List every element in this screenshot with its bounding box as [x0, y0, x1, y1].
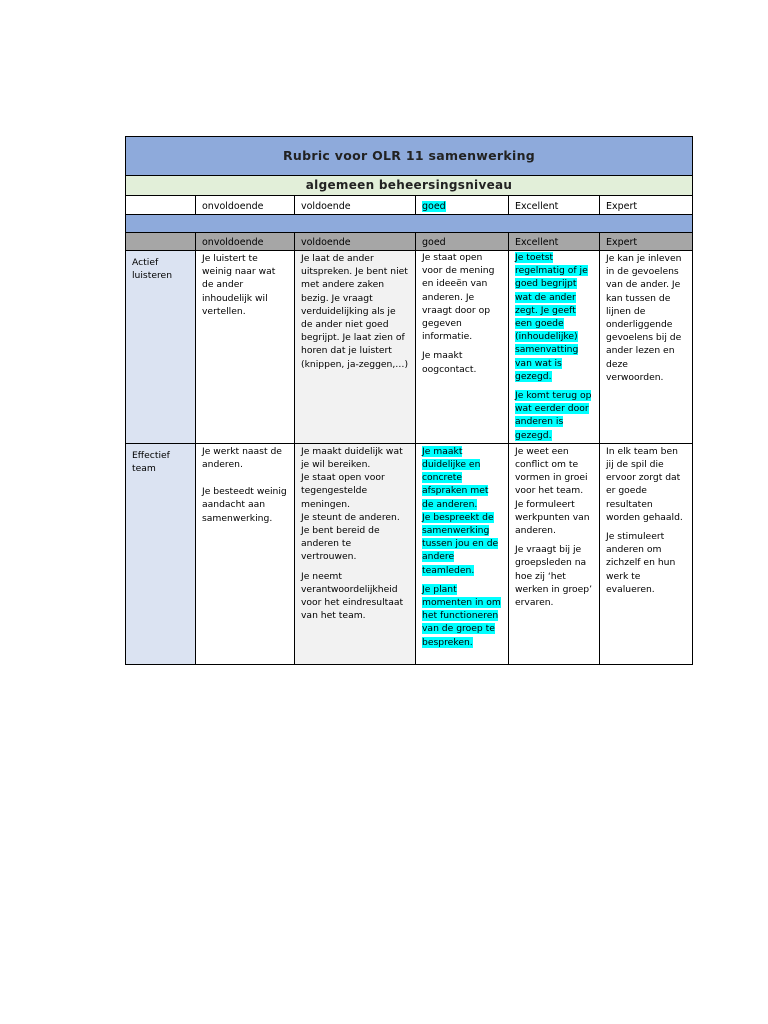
cell-onvoldoende [196, 251, 295, 444]
title-row [126, 137, 693, 176]
highlighted-descriptor-text: Je toetst regelmatig of je goed begrijpt wat de ander zegt. Je geeft een goede (inhoudelijke) samenvatting van wat is gezegd. [515, 252, 588, 382]
descriptor-text: Je neemt verantwoordelijkheid voor het eindresultaat van het team. [301, 570, 404, 622]
level-header-row [126, 196, 693, 215]
descriptor-text: Je laat de ander uitspreken. Je bent niet met andere zaken bezig. Je vraagt verduidelijking als je de ander niet goed begrijpt. Je laat zien of horen dat je luistert (knippen, ja-zeggen,…) [301, 253, 409, 370]
criterion-cell [126, 443, 196, 664]
level-header-2-voldoende: voldoende [295, 233, 416, 251]
descriptor-text: Je vraagt bij je groepsleden na hoe zij ‘het werken in groep’ ervaren. [515, 544, 593, 609]
level-header-onvoldoende: onvoldoende [196, 196, 295, 215]
descriptor-text: In elk team ben jij de spil die ervoor zorgt dat er goede resultaten worden gehaald. [606, 445, 683, 523]
level-header-goed-text: goed [422, 201, 446, 212]
criterion-label: Actief luisteren [132, 257, 173, 282]
cell-onvoldoende [196, 443, 295, 664]
level-header-excellent: Excellent [509, 196, 600, 215]
separator-cell [126, 215, 693, 233]
highlighted-descriptor-text: Je plant momenten in om het functioneren van de groep te bespreken. [422, 583, 501, 648]
subtitle-row [126, 176, 693, 196]
rubric-row-actief-luisteren [126, 251, 693, 444]
level-header-goed [416, 196, 509, 215]
empty-header-cell [126, 196, 196, 215]
level-header-2-onvoldoende: onvoldoende [196, 233, 295, 251]
level-header-2-expert: Expert [600, 233, 693, 251]
level-header-2-goed: goed [416, 233, 509, 251]
cell-voldoende [295, 443, 416, 664]
descriptor-text: Je stimuleert anderen om zichzelf en hun werk te evalueren. [606, 531, 676, 595]
descriptor-text: Je maakt oogcontact. [422, 350, 477, 375]
rubric-table [125, 136, 693, 665]
rubric-row-effectief-team [126, 443, 693, 664]
descriptor-text: Je kan je inleven in de gevoelens van de ander. Je kan tussen de lijnen de onderliggende gevoelens bij de ander lezen en deze verwoorden. [606, 253, 682, 383]
cell-voldoende [295, 251, 416, 444]
criterion-cell [126, 251, 196, 444]
descriptor-text: Je maakt duidelijk wat je wil bereiken. Je staat open voor tegengestelde meningen. Je steunt de anderen. Je bent bereid de anderen te vertrouwen. [301, 445, 403, 563]
level-header-expert: Expert [600, 196, 693, 215]
cell-goed [416, 443, 509, 664]
descriptor-text: Je staat open voor de mening en ideeën van anderen. Je vraagt door op gegeven informatie. [422, 252, 495, 343]
separator-row [126, 215, 693, 233]
rubric-subtitle: algemeen beheersingsniveau [126, 176, 693, 196]
level-header-2-excellent: Excellent [509, 233, 600, 251]
cell-excellent [509, 251, 600, 444]
highlighted-descriptor-text: Je maakt duidelijke en concrete afspraken met de anderen. Je bespreekt de samenwerking tussen jou en de andere teamleden. [422, 445, 499, 576]
criterion-label: Effectief team [132, 449, 170, 475]
level-header-row-2 [126, 233, 693, 251]
cell-expert [600, 251, 693, 444]
descriptor-text: Je luistert te weinig naar wat de ander inhoudelijk wil vertellen. [202, 253, 276, 317]
cell-goed [416, 251, 509, 444]
empty-header-cell-2 [126, 233, 196, 251]
descriptor-text: Je werkt naast de anderen. [202, 445, 282, 471]
cell-excellent [509, 443, 600, 664]
cell-expert [600, 443, 693, 664]
descriptor-text: Je weet een conflict om te vormen in groei voor het team. Je formuleert werkpunten van anderen. [515, 445, 590, 537]
rubric-title: Rubric voor OLR 11 samenwerking [126, 137, 693, 176]
level-header-voldoende: voldoende [295, 196, 416, 215]
highlighted-descriptor-text: Je komt terug op wat eerder door anderen is gezegd. [515, 390, 592, 441]
descriptor-text: Je besteedt weinig aandacht aan samenwerking. [202, 486, 287, 524]
